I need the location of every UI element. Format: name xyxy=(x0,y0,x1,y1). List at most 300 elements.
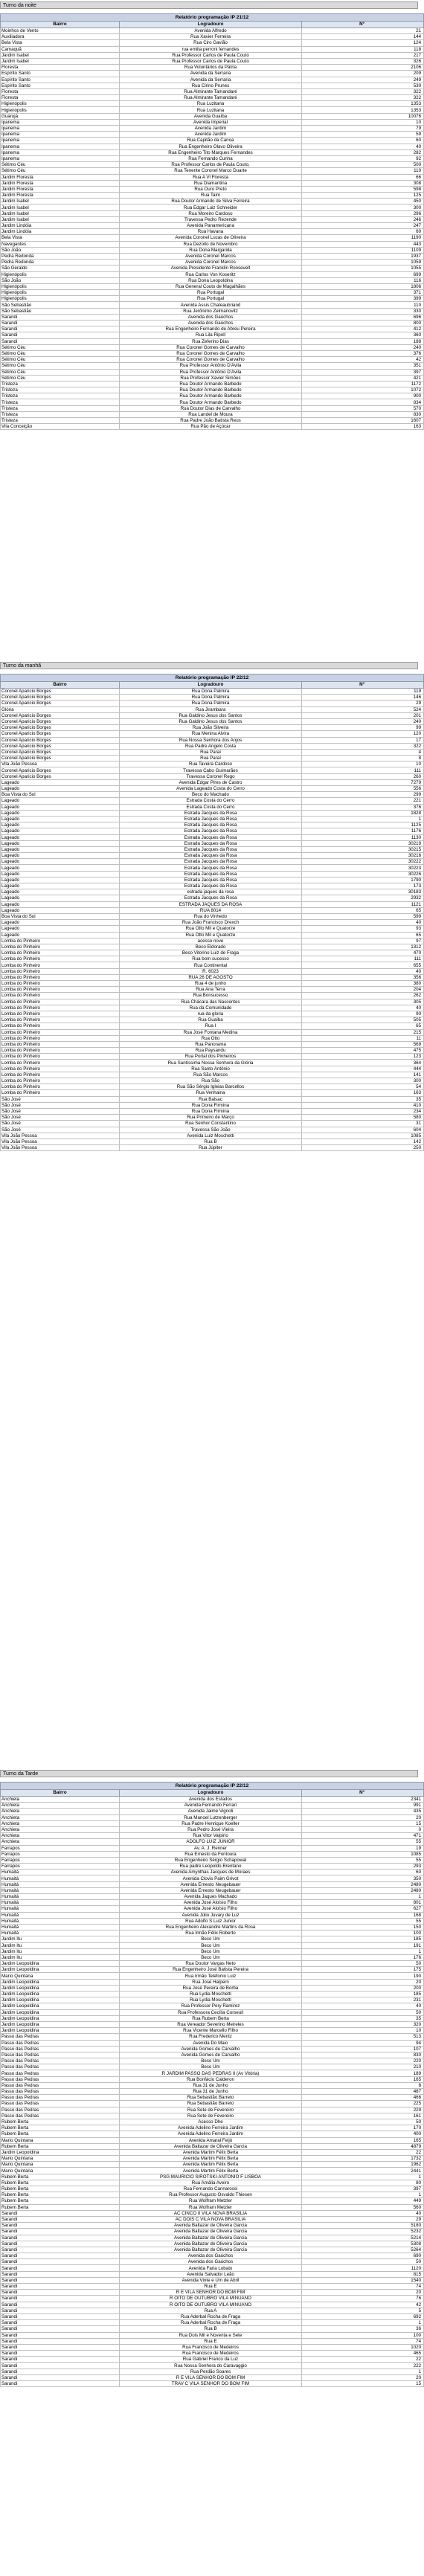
cell-numero: 1130 xyxy=(302,834,424,840)
cell-logradouro: Rua Balsac xyxy=(120,1096,302,1102)
cell-bairro: Floresta xyxy=(1,65,120,71)
cell-numero: 217 xyxy=(302,52,424,58)
cell-numero: 30226 xyxy=(302,871,424,877)
cell-numero: 830 xyxy=(302,411,424,417)
table-row xyxy=(1,2320,424,2326)
cell-bairro: Jardim Itu xyxy=(1,1954,120,1960)
table-row xyxy=(1,314,424,320)
cell-bairro: Jardim Itu xyxy=(1,1936,120,1942)
table-row xyxy=(1,962,424,968)
table-row xyxy=(1,792,424,798)
cell-bairro: Rubem Berta xyxy=(1,2180,120,2186)
table-row xyxy=(1,113,424,119)
column-header-numero: Nº xyxy=(302,22,424,28)
cell-numero: 176 xyxy=(302,1954,424,1960)
cell-logradouro: rua emilia perroni fernandes xyxy=(120,46,302,52)
table-row xyxy=(1,253,424,259)
cell-logradouro: Rua Nossa Senhora do Caravaggio xyxy=(120,2363,302,2369)
table-row xyxy=(1,695,424,701)
cell-logradouro: TRAV C VILA SENHOR DO BOM FIM xyxy=(120,2381,302,2387)
cell-numero: 604 xyxy=(302,1127,424,1133)
cell-logradouro: R OITO DE OUTUBRO VILA MINUANO xyxy=(120,2302,302,2308)
cell-logradouro: Rua padre Leopoldo Brentano xyxy=(120,1864,302,1870)
cell-logradouro: Rua Taveira Cardoso xyxy=(120,761,302,767)
table-row xyxy=(1,1809,424,1815)
cell-bairro: Sarandi xyxy=(1,2351,120,2357)
cell-numero: 29 xyxy=(302,701,424,706)
cell-logradouro: Rua Engenheiro Olavo Oliveira xyxy=(120,144,302,149)
table-row xyxy=(1,1900,424,1906)
cell-numero: 35 xyxy=(302,1096,424,1102)
cell-logradouro: Avenida Amynthas Jacques de Moraes xyxy=(120,1870,302,1875)
cell-numero: 1055 xyxy=(302,265,424,271)
cell-numero: 322 xyxy=(302,743,424,749)
cell-numero: 300 xyxy=(302,205,424,210)
table-row xyxy=(1,2259,424,2265)
table-row xyxy=(1,1973,424,1979)
cell-logradouro: Rua Havana xyxy=(120,229,302,235)
table-row xyxy=(1,2156,424,2162)
cell-logradouro: Rua Doutor Armando de Silva Ferreira xyxy=(120,199,302,205)
table-row xyxy=(1,241,424,247)
cell-logradouro: Beco Vitorino Luiz de Fraga xyxy=(120,950,302,956)
table-row xyxy=(1,2302,424,2308)
cell-logradouro: Rua José Pereira de Borba xyxy=(120,1985,302,1991)
table-row xyxy=(1,2216,424,2222)
table-row xyxy=(1,277,424,283)
cell-logradouro: Rua Landel de Moura xyxy=(120,411,302,417)
cell-bairro: Lomba do Pinheiro xyxy=(1,1048,120,1054)
table-row xyxy=(1,1133,424,1139)
cell-logradouro: Rua Ernesto da Fontoura xyxy=(120,1851,302,1857)
cell-numero: 93 xyxy=(302,926,424,932)
cell-bairro: Lageado xyxy=(1,871,120,877)
cell-bairro: Lageado xyxy=(1,840,120,846)
cell-numero: 60 xyxy=(302,138,424,144)
cell-bairro: Espírito Santo xyxy=(1,83,120,88)
cell-numero: 1 xyxy=(302,2192,424,2198)
cell-logradouro: Avenida Martim Félix Berta xyxy=(120,2156,302,2162)
shift-label: Turno da Tarde xyxy=(0,1770,418,1777)
cell-logradouro: Avenida Edgar Pires de Castro xyxy=(120,779,302,785)
table-row xyxy=(1,1072,424,1078)
cell-numero: 690 xyxy=(302,2253,424,2259)
cell-logradouro: Rua Professor Antônio D'Ávila xyxy=(120,363,302,369)
cell-logradouro: Rua Capitão da Canoa xyxy=(120,138,302,144)
table-row xyxy=(1,223,424,229)
table-row xyxy=(1,1881,424,1887)
table-row xyxy=(1,1826,424,1832)
cell-bairro: Jardim Leopoldina xyxy=(1,1985,120,1991)
cell-logradouro: Rua Doutor Armando Barbedo xyxy=(120,387,302,393)
cell-bairro: Coronel Aparicio Borges xyxy=(1,712,120,718)
table-row xyxy=(1,1820,424,1826)
cell-bairro: Lomba do Pinheiro xyxy=(1,1054,120,1060)
cell-bairro: Sarandi xyxy=(1,2271,120,2277)
cell-numero: 570 xyxy=(302,405,424,411)
cell-logradouro: Avenida Guaíba xyxy=(120,113,302,119)
table-row xyxy=(1,2089,424,2095)
cell-numero: 580 xyxy=(302,1115,424,1121)
cell-bairro: Lageado xyxy=(1,804,120,810)
cell-bairro: Lomba do Pinheiro xyxy=(1,938,120,944)
cell-logradouro: Avenida Alfredo xyxy=(120,28,302,34)
cell-bairro: Sarandi xyxy=(1,2363,120,2369)
cell-numero: 8 xyxy=(302,756,424,761)
cell-logradouro: Rua Ana Terra xyxy=(120,987,302,993)
table-row xyxy=(1,1139,424,1144)
cell-logradouro: Rua Doutor Armando Barbedo xyxy=(120,399,302,405)
cell-logradouro: Avenida Baltazar de Oliveira Garcia xyxy=(120,2235,302,2241)
cell-numero: 699 xyxy=(302,271,424,277)
table-row xyxy=(1,2046,424,2052)
cell-logradouro: Beco do Machado xyxy=(120,792,302,798)
cell-numero: 215 xyxy=(302,1029,424,1035)
cell-bairro: São José xyxy=(1,1115,120,1121)
cell-logradouro: Avenida Do Maio xyxy=(120,2040,302,2046)
table-row xyxy=(1,1936,424,1942)
cell-numero: 20 xyxy=(302,2290,424,2296)
cell-bairro: São Geraldo xyxy=(1,265,120,271)
cell-logradouro: Avenida Martim Félix Berta xyxy=(120,2162,302,2168)
cell-bairro: Lomba do Pinheiro xyxy=(1,1041,120,1047)
column-header-bairro: Bairro xyxy=(1,22,120,28)
table-row xyxy=(1,1815,424,1820)
cell-numero: 830 xyxy=(302,2052,424,2058)
table-row xyxy=(1,2308,424,2313)
cell-numero: 60 xyxy=(302,229,424,235)
table-row xyxy=(1,95,424,101)
cell-bairro: Passo das Pedras xyxy=(1,2034,120,2040)
table-row xyxy=(1,168,424,174)
cell-numero: 111 xyxy=(302,956,424,962)
table-row xyxy=(1,332,424,338)
cell-bairro: Mario Quintana xyxy=(1,1973,120,1979)
cell-logradouro: Rua Primeiro de Março xyxy=(120,1115,302,1121)
cell-bairro: Bela Vista xyxy=(1,235,120,241)
table-row xyxy=(1,393,424,399)
cell-numero: 380 xyxy=(302,981,424,987)
table-row xyxy=(1,725,424,731)
cell-numero: 110 xyxy=(302,302,424,308)
table-row xyxy=(1,260,424,265)
table-row xyxy=(1,2131,424,2137)
cell-bairro: Sarandi xyxy=(1,326,120,332)
cell-logradouro: Avenida Jaime Vignoli xyxy=(120,1809,302,1815)
cell-numero: 376 xyxy=(302,804,424,810)
table-row xyxy=(1,71,424,77)
cell-logradouro: Beco Um xyxy=(120,1948,302,1954)
cell-logradouro: Travessa Pedro Rezende xyxy=(120,216,302,222)
cell-numero: 435 xyxy=(302,1809,424,1815)
cell-bairro: Anchieta xyxy=(1,1797,120,1803)
table-row xyxy=(1,993,424,999)
table-row xyxy=(1,883,424,889)
table-row xyxy=(1,1961,424,1967)
table-row xyxy=(1,1121,424,1127)
cell-logradouro: Avenida Coronel Marcos xyxy=(120,253,302,259)
table-row xyxy=(1,810,424,816)
cell-logradouro: Rua Zeferino Dias xyxy=(120,338,302,344)
cell-numero: 371 xyxy=(302,290,424,296)
table-row xyxy=(1,1060,424,1066)
cell-bairro: Jardim Isabel xyxy=(1,52,120,58)
cell-numero: 0 xyxy=(302,1826,424,1832)
cell-bairro: Sétimo Céu xyxy=(1,168,120,174)
cell-bairro: Jardim Leopoldina xyxy=(1,2009,120,2015)
cell-logradouro: Rua I xyxy=(120,1023,302,1029)
cell-logradouro: Rua Professor Pery Ramirez xyxy=(120,2003,302,2009)
table-row xyxy=(1,2235,424,2241)
table-title: Relatório programação IP 21/12 xyxy=(1,14,424,22)
cell-bairro: Pedra Redonda xyxy=(1,253,120,259)
table-row xyxy=(1,2290,424,2296)
cell-logradouro: Avenida Baltazar de Oliveira Garcia xyxy=(120,2247,302,2253)
cell-bairro: Sétimo Céu xyxy=(1,162,120,168)
cell-numero: 36 xyxy=(302,2326,424,2332)
table-row xyxy=(1,1991,424,1997)
cell-logradouro: Rua B xyxy=(120,1139,302,1144)
cell-logradouro: Rua Galdino Jesus dos Santos xyxy=(120,712,302,718)
cell-bairro: Lageado xyxy=(1,883,120,889)
table-row xyxy=(1,144,424,149)
cell-numero: 800 xyxy=(302,321,424,326)
table-row xyxy=(1,2351,424,2357)
table-row xyxy=(1,265,424,271)
cell-bairro: Lageado xyxy=(1,828,120,834)
cell-logradouro: Rua Doutor Vargas Neto xyxy=(120,1961,302,1967)
cell-numero: 560 xyxy=(302,2204,424,2210)
cell-bairro: São José xyxy=(1,1102,120,1108)
cell-bairro: Higienópolis xyxy=(1,271,120,277)
table-row xyxy=(1,1997,424,2003)
cell-numero: 10076 xyxy=(302,113,424,119)
cell-numero: 185 xyxy=(302,1991,424,1997)
cell-bairro: Rubem Berta xyxy=(1,2174,120,2180)
cell-bairro: Anchieta xyxy=(1,1820,120,1826)
cell-numero: 90 xyxy=(302,1011,424,1017)
table-row xyxy=(1,749,424,755)
cell-numero: 1962 xyxy=(302,2162,424,2168)
cell-logradouro: Travessa Coronel Rego xyxy=(120,773,302,779)
cell-bairro: Sarandi xyxy=(1,2320,120,2326)
cell-bairro: Humaitá xyxy=(1,1875,120,1881)
cell-bairro: Passo das Pedras xyxy=(1,2070,120,2076)
cell-numero: 30183 xyxy=(302,889,424,895)
cell-numero: 1190 xyxy=(302,235,424,241)
cell-logradouro: Beco Um xyxy=(120,2058,302,2064)
cell-logradouro: Rua Paraí xyxy=(120,756,302,761)
cell-bairro: Higienópolis xyxy=(1,101,120,107)
cell-logradouro: Rua Guaíba xyxy=(120,1017,302,1023)
table-row xyxy=(1,2082,424,2088)
cell-logradouro: Rua Rubem Berta xyxy=(120,2015,302,2021)
cell-logradouro: Rua Diamantina xyxy=(120,180,302,186)
cell-logradouro: Rua Paraí xyxy=(120,749,302,755)
cell-numero: 220 xyxy=(302,2058,424,2064)
cell-logradouro: Rua Moreiro Cardoso xyxy=(120,210,302,216)
cell-bairro: Tristeza xyxy=(1,399,120,405)
cell-numero: 100 xyxy=(302,1931,424,1936)
cell-numero: 293 xyxy=(302,1864,424,1870)
cell-numero: 569 xyxy=(302,1041,424,1047)
cell-bairro: Jardim Floresta xyxy=(1,193,120,199)
cell-numero: 92 xyxy=(302,155,424,161)
cell-bairro: Passo das Pedras xyxy=(1,2040,120,2046)
table-row xyxy=(1,149,424,155)
cell-logradouro: Travessa Cabo Guimarães xyxy=(120,767,302,773)
cell-bairro: Passo das Pedras xyxy=(1,2113,120,2119)
cell-logradouro: Rua Frederico Mentz xyxy=(120,2034,302,2040)
cell-bairro: Coronel Aparicio Borges xyxy=(1,731,120,737)
cell-logradouro: Avenida Júlio Juvary de Luz xyxy=(120,1912,302,1918)
table-row xyxy=(1,1108,424,1114)
cell-bairro: São José xyxy=(1,1096,120,1102)
table-row xyxy=(1,52,424,58)
cell-bairro: Tristeza xyxy=(1,393,120,399)
cell-numero: 5264 xyxy=(302,2247,424,2253)
cell-logradouro: Rua bom sucesso xyxy=(120,956,302,962)
cell-numero: 556 xyxy=(302,786,424,792)
table-row xyxy=(1,132,424,138)
cell-numero: 1020 xyxy=(302,2344,424,2350)
cell-bairro: Sarandi xyxy=(1,2296,120,2302)
table-row xyxy=(1,1979,424,1985)
column-header-logradouro: Logradouro xyxy=(120,682,302,689)
cell-numero: 356 xyxy=(302,974,424,980)
cell-logradouro: Rua Gabriel Franco da Luz xyxy=(120,2357,302,2363)
cell-logradouro: Rua Irmão Félix Roberto xyxy=(120,1931,302,1936)
cell-bairro: Ipanema xyxy=(1,132,120,138)
cell-logradouro: Estrada Jacques da Rosa xyxy=(120,828,302,834)
cell-numero: 1312 xyxy=(302,944,424,950)
column-header-logradouro: Logradouro xyxy=(120,22,302,28)
cell-numero: 397 xyxy=(302,369,424,375)
cell-logradouro: Rua da Comunidade xyxy=(120,1005,302,1011)
table-row xyxy=(1,1833,424,1839)
cell-bairro: Lomba do Pinheiro xyxy=(1,1029,120,1035)
cell-logradouro: Avenida Assis Chateaubriand xyxy=(120,302,302,308)
table-row xyxy=(1,83,424,88)
cell-bairro: Passo das Pedras xyxy=(1,2046,120,2052)
cell-numero: 22 xyxy=(302,2357,424,2363)
cell-bairro: Coronel Aparicio Borges xyxy=(1,773,120,779)
cell-bairro: Humaitá xyxy=(1,1881,120,1887)
cell-logradouro: Rua Santo Antônio xyxy=(120,1066,302,1072)
table-row xyxy=(1,987,424,993)
table-row xyxy=(1,804,424,810)
cell-numero: 505 xyxy=(302,1017,424,1023)
cell-logradouro: Rua Dezoito de Novembro xyxy=(120,241,302,247)
table-row xyxy=(1,2113,424,2119)
cell-logradouro: AC DOIS C VILA NOVA BRASILIA xyxy=(120,2216,302,2222)
table-row xyxy=(1,363,424,369)
cell-bairro: Lageado xyxy=(1,895,120,901)
cell-logradouro: Avenida Clovis Paim Grivot xyxy=(120,1875,302,1881)
cell-numero: 30216 xyxy=(302,853,424,859)
cell-bairro: Bela Vista xyxy=(1,40,120,46)
cell-numero: 31 xyxy=(302,1121,424,1127)
cell-bairro: Lageado xyxy=(1,822,120,828)
table-row xyxy=(1,2143,424,2149)
table-row xyxy=(1,743,424,749)
cell-logradouro: Rua Venhaina xyxy=(120,1090,302,1096)
table-row xyxy=(1,424,424,430)
cell-logradouro: Rua Chácara das Nascentes xyxy=(120,999,302,1005)
column-header-numero: Nº xyxy=(302,682,424,689)
cell-numero: 74 xyxy=(302,2338,424,2344)
cell-bairro: Lageado xyxy=(1,920,120,926)
cell-numero: 400 xyxy=(302,2131,424,2137)
cell-numero: 146 xyxy=(302,695,424,701)
cell-logradouro: Rua Amália Aveiro xyxy=(120,2180,302,2186)
cell-logradouro: Rua Manoel Lutzenberger xyxy=(120,1815,302,1820)
cell-numero: 65 xyxy=(302,907,424,913)
cell-bairro: Sétimo Céu xyxy=(1,350,120,356)
cell-numero: 300 xyxy=(302,1078,424,1084)
cell-numero: 900 xyxy=(302,393,424,399)
cell-logradouro: R JARDIM PASSO DAS PEDRAS II (Av Vitória) xyxy=(120,2070,302,2076)
table-row xyxy=(1,1078,424,1084)
table-row xyxy=(1,1041,424,1047)
cell-logradouro: Rua Sebastião Barreto xyxy=(120,2095,302,2101)
cell-numero: 30222 xyxy=(302,859,424,865)
cell-logradouro: Rua Engenheiro José Batista Pereira xyxy=(120,1967,302,1973)
cell-logradouro: Avenida Amaral Feijó xyxy=(120,2137,302,2143)
cell-bairro: Sarandi xyxy=(1,2290,120,2296)
cell-numero: 376 xyxy=(302,350,424,356)
cell-logradouro: Rua Dona Margarida xyxy=(120,247,302,253)
table-row xyxy=(1,40,424,46)
table-row xyxy=(1,956,424,962)
table-row xyxy=(1,2284,424,2290)
cell-bairro: Jardim Floresta xyxy=(1,186,120,192)
cell-numero: 991 xyxy=(302,1803,424,1809)
shift-label: Turno da noite xyxy=(0,1,418,9)
cell-logradouro: Rua Cirino Prunes xyxy=(120,83,302,88)
cell-bairro: Sétimo Céu xyxy=(1,375,120,381)
table-row xyxy=(1,2326,424,2332)
cell-numero: 1828 xyxy=(302,810,424,816)
cell-numero: 22 xyxy=(302,2149,424,2155)
cell-bairro: Jardim Leopoldina xyxy=(1,1997,120,2003)
cell-bairro: Sarandi xyxy=(1,314,120,320)
table-row xyxy=(1,853,424,859)
cell-bairro: Jardim Lindóia xyxy=(1,229,120,235)
table-row xyxy=(1,2070,424,2076)
cell-bairro: Jardim Leopoldina xyxy=(1,1967,120,1973)
cell-bairro: Jardim Isabel xyxy=(1,199,120,205)
cell-logradouro: Avenida Imperial xyxy=(120,119,302,125)
cell-bairro: São Sebastião xyxy=(1,308,120,314)
cell-logradouro: Avenida Baltazar de Oliveira Garcia xyxy=(120,2223,302,2229)
cell-numero: 40 xyxy=(302,968,424,974)
cell-bairro: Ipanema xyxy=(1,119,120,125)
cell-bairro: São Sebastião xyxy=(1,302,120,308)
cell-bairro: Anchieta xyxy=(1,1833,120,1839)
cell-logradouro: Rua Tenente Coronel Marco Duarte xyxy=(120,168,302,174)
cell-bairro: Lageado xyxy=(1,901,120,907)
programming-table xyxy=(0,13,424,430)
table-row xyxy=(1,2374,424,2380)
cell-logradouro: Avenida Martim Félix Berta xyxy=(120,2149,302,2155)
cell-bairro: Sarandi xyxy=(1,338,120,344)
cell-logradouro: Rua Ouro Preto xyxy=(120,186,302,192)
cell-bairro: Humaitá xyxy=(1,1894,120,1900)
table-row xyxy=(1,999,424,1005)
table-row xyxy=(1,2332,424,2338)
cell-numero: 815 xyxy=(302,2271,424,2277)
